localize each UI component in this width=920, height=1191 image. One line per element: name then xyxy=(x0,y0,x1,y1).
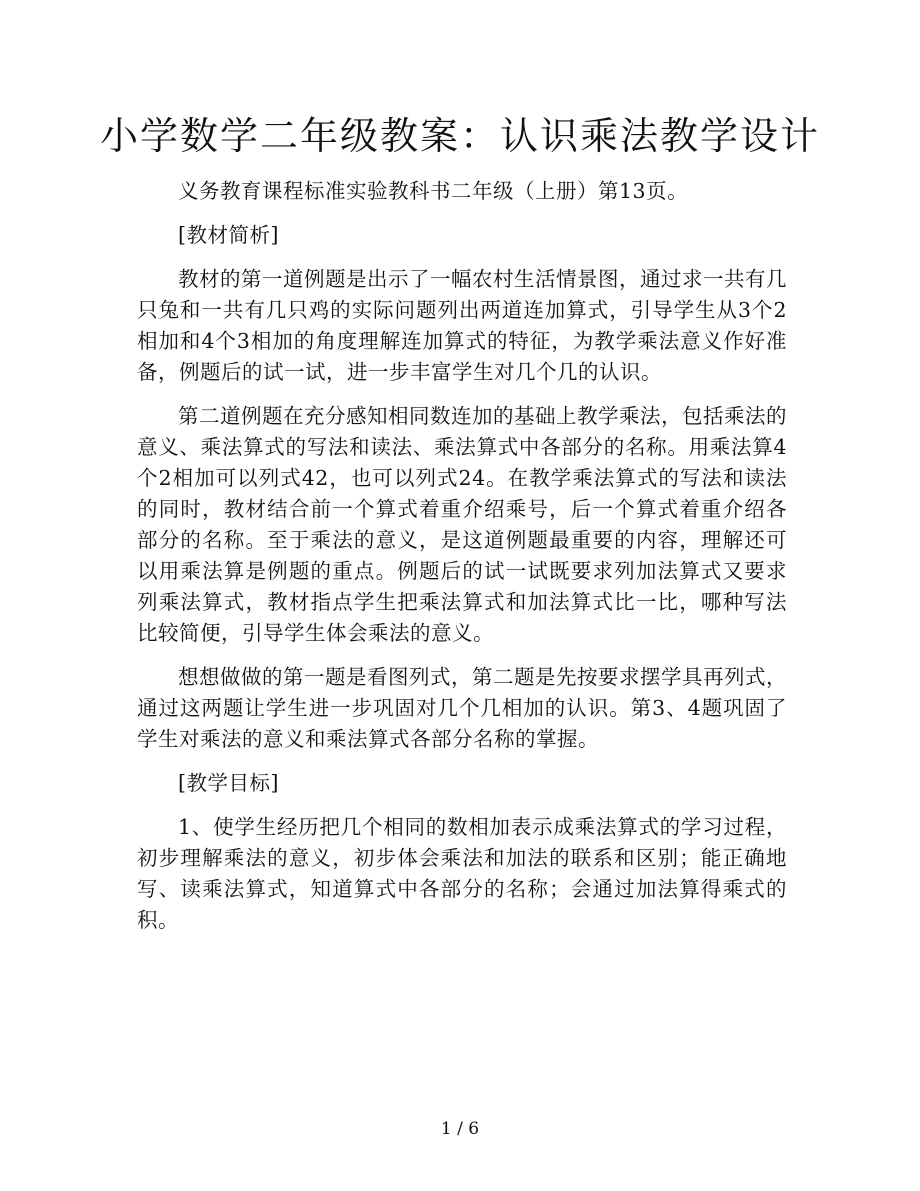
paragraph-second-example: 第二道例题在充分感知相同数连加的基础上教学乘法，包括乘法的意义、乘法算式的写法和读法、乘法算式中各部分的名称。用乘法算4个2相加可以列式42，也可以列式24。在教学乘法算式的写法和读法的同时，教材结合前一个算式着重介绍乘号，后一个算式着重介绍各部分的名称。至于乘法的意义，是这道例题最重要的内容，理解还可以用乘法算是例题的重点。例题后的试一试既要求列加法算式又要求列乘法算式，教材指点学生把乘法算式和加法算式比一比，哪种写法比较简便，引导学生体会乘法的意义。 xyxy=(137,404,787,645)
paragraph-textbook-reference: 义务教育课程标准实验教科书二年级（上册）第13页。 xyxy=(178,179,689,203)
document-title: 小学数学二年级教案：认识乘法教学设计 xyxy=(99,114,820,158)
document-body xyxy=(137,176,787,949)
page-number: 1 / 6 xyxy=(440,1119,480,1139)
paragraph-practice: 想想做做的第一题是看图列式，第二题是先按要求摆学具再列式，通过这两题让学生进一步巩固对几个几相加的认识。第3、4题巩固了学生对乘法的意义和乘法算式各部分名称的掌握。 xyxy=(137,665,787,751)
paragraph-goal-1: 1、使学生经历把几个相同的数相加表示成乘法算式的学习过程，初步理解乘法的意义，初步体会乘法和加法的联系和区别；能正确地写、读乘法算式，知道算式中各部分的名称；会通过加法算得乘式的积。 xyxy=(137,815,787,932)
section-heading-material-analysis: [教材简析] xyxy=(178,223,279,247)
paragraph-first-example: 教材的第一道例题是出示了一幅农村生活情景图，通过求一共有几只兔和一共有几只鸡的实际问题列出两道连加算式，引导学生从3个2相加和4个3相加的角度理解连加算式的特征，为教学乘法意义作好准备，例题后的试一试，进一步丰富学生对几个几的认识。 xyxy=(137,267,787,384)
section-heading-teaching-goals: [教学目标] xyxy=(178,771,279,795)
